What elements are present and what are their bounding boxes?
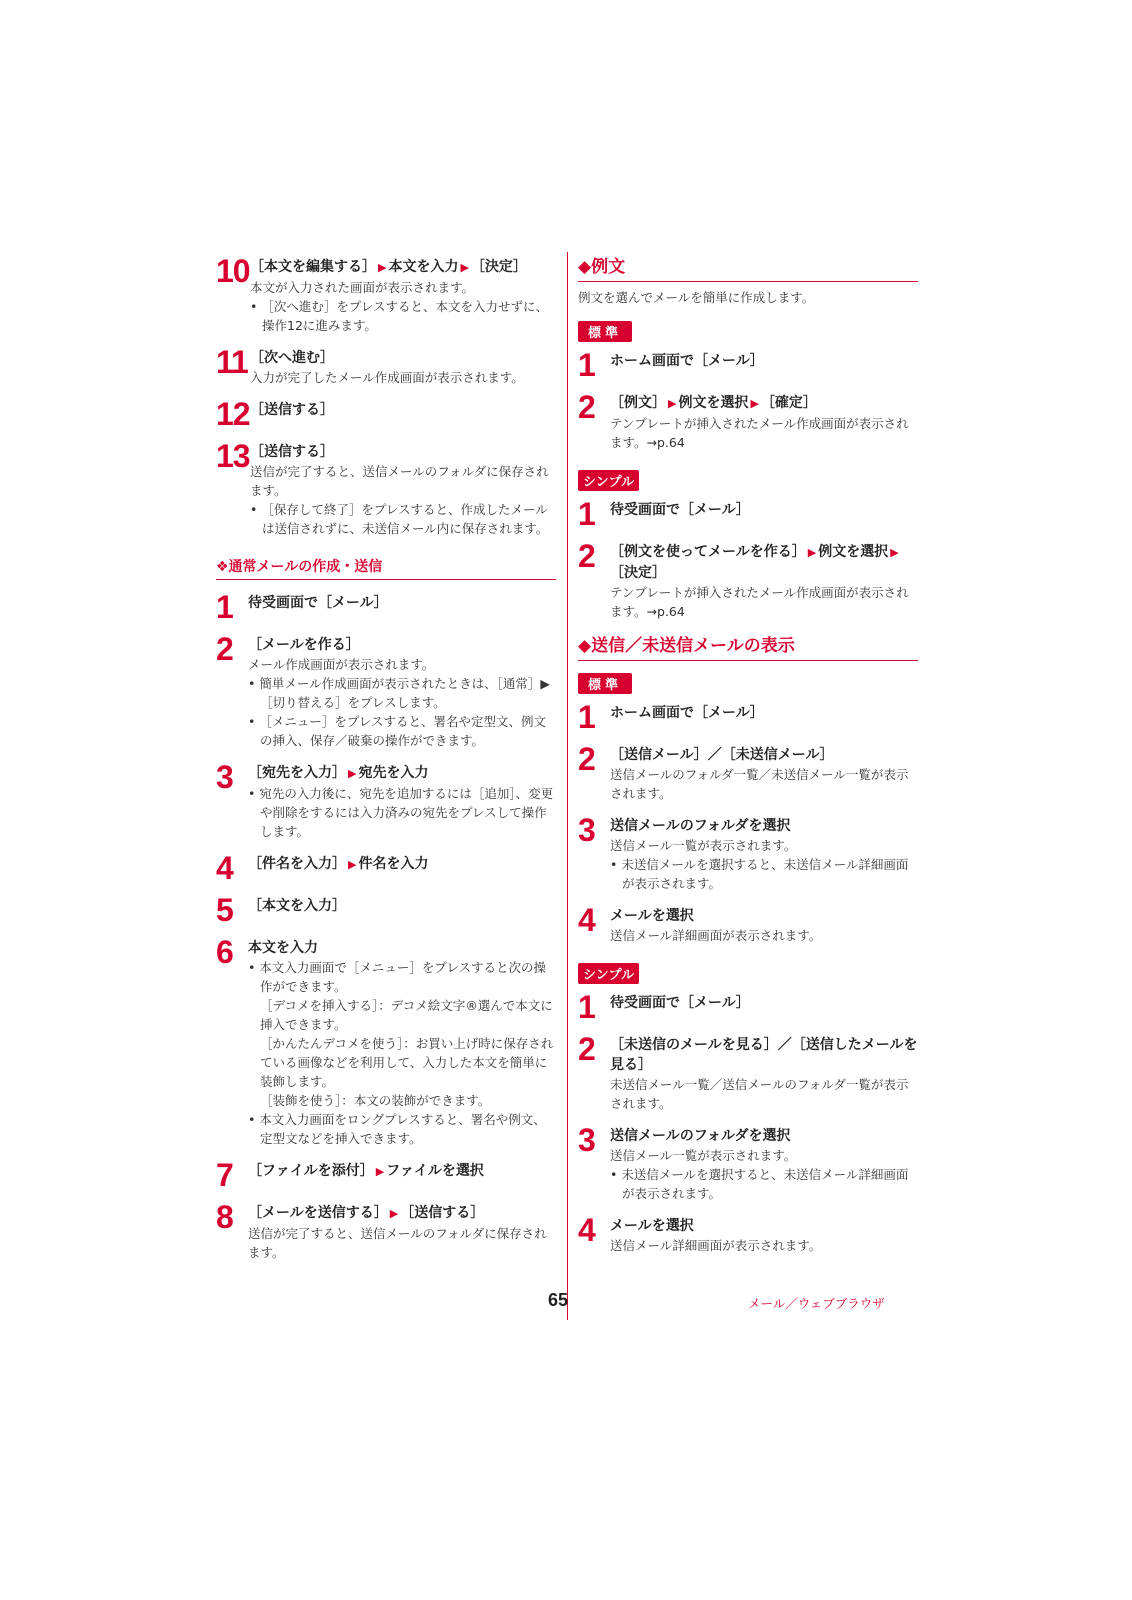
step-description: テンプレートが挿入されたメール作成画面が表示されます。→p.64: [610, 585, 909, 619]
step-title-part: ［ファイルを添付］: [248, 1163, 374, 1179]
step-number: 7: [216, 1157, 233, 1193]
step-description: 送信が完了すると、送信メールのフォルダに保存されます。: [250, 464, 549, 498]
step: [216, 396, 556, 432]
step-title-part: ［確定］: [760, 395, 817, 411]
step-number: 3: [216, 759, 233, 795]
step-number: 10: [216, 253, 250, 289]
step-number: 2: [578, 538, 595, 574]
step-body: [250, 441, 556, 538]
right-column: [578, 256, 918, 1267]
bullet-note: • 未送信メールを選択すると、未送信メール詳細画面が表示されます。: [610, 1167, 909, 1201]
bullet-note: • 簡単メール作成画面が表示されたときは、［通常］▶［切り替える］をプレスします。: [248, 676, 550, 710]
step-number: 1: [578, 496, 595, 532]
step-title-part: メールを選択: [610, 1218, 694, 1234]
step-body: [250, 347, 556, 387]
step-description: 送信メール一覧が表示されます。: [610, 838, 797, 853]
bullet-text: 本文入力画面で［メニュー］をプレスすると次の操作ができます。: [259, 960, 546, 994]
example-standard-steps: [578, 347, 918, 452]
step-body: [248, 1202, 556, 1262]
step-title: [248, 763, 556, 784]
step: [216, 589, 556, 625]
step: [216, 934, 556, 1148]
step-title-part: メールを選択: [610, 908, 694, 924]
bullet-text: ［次へ進む］をプレスすると、本文を入力せずに、操作12に進みます。: [261, 299, 548, 333]
step-title: [248, 938, 556, 958]
step-number: 12: [216, 396, 250, 432]
step-title: [248, 1203, 556, 1224]
step-title: [610, 703, 918, 723]
badge-standard: 標準: [578, 321, 632, 342]
step: [578, 1212, 918, 1255]
step-title-part: ［次へ進む］: [250, 350, 334, 366]
step-title-part: 待受画面で［メール］: [248, 595, 388, 611]
arrow-icon: ▶: [807, 546, 817, 559]
arrow-icon: ▶: [375, 1165, 385, 1178]
step-body: [248, 634, 556, 750]
step-body: [610, 1125, 918, 1203]
step-description: メール作成画面が表示されます。: [248, 657, 435, 672]
step: [578, 989, 918, 1025]
sub-note: ［デコメを挿入する］：デコメ絵文字®選んで本文に挿入できます。: [260, 998, 553, 1032]
step-title-part: ［送信する］: [400, 1205, 485, 1221]
step-body: [248, 895, 556, 916]
step: [578, 1031, 918, 1113]
step: [216, 1157, 556, 1193]
step-number: 3: [578, 812, 595, 848]
step-title: [610, 906, 918, 926]
step-title-part: 例文を選択: [678, 395, 749, 411]
step-title-part: ［決定］: [610, 565, 666, 581]
section-title-example: ◆例文: [578, 256, 918, 282]
step-description: 未送信メール一覧／送信メールのフォルダ一覧が表示されます。: [610, 1077, 909, 1111]
step: [216, 850, 556, 886]
bullet-text: 本文入力画面をロングプレスすると、署名や例文、定型文などを挿入できます。: [259, 1112, 546, 1146]
step-number: 6: [216, 934, 233, 970]
step-body: [610, 499, 918, 520]
page-number: 65: [548, 1290, 569, 1310]
step-description: 送信メール詳細画面が表示されます。: [610, 928, 822, 943]
bullet-text: ［メニュー］をプレスすると、署名や定型文、例文の挿入、保存／破棄の操作ができます。: [259, 714, 546, 748]
step-title-part: ［宛先を入力］: [248, 765, 346, 781]
step-body: [250, 399, 556, 420]
step-number: 3: [578, 1122, 595, 1158]
step-title-part: ［例文を使ってメールを作る］: [610, 544, 806, 560]
arrow-icon: ▶: [890, 546, 899, 559]
step-title-part: ファイルを選択: [386, 1163, 484, 1179]
sub-note: ［かんたんデコメを使う］：お買い上げ時に保存されている画像などを利用して、入力した本文を簡単に装飾します。: [260, 1036, 554, 1089]
step-title: [248, 635, 556, 655]
step-description: 本文が入力された画面が表示されます。: [250, 280, 475, 295]
step-number: 2: [578, 741, 595, 777]
step-title: [610, 1126, 918, 1146]
step-title-part: ［決定］: [470, 259, 527, 275]
step-description: テンプレートが挿入されたメール作成画面が表示されます。→p.64: [610, 416, 909, 450]
step-title-part: ［本文を編集する］: [250, 259, 376, 275]
bullet-note: • 本文入力画面をロングプレスすると、署名や例文、定型文などを挿入できます。: [248, 1112, 546, 1146]
step-title-part: 待受画面で［メール］: [610, 502, 750, 518]
arrow-icon: ▶: [389, 1207, 399, 1220]
step-description: 送信が完了すると、送信メールのフォルダに保存されます。: [248, 1226, 547, 1260]
step-number: 13: [216, 438, 250, 474]
step-title-part: 待受画面で［メール］: [610, 995, 750, 1011]
step: [578, 496, 918, 532]
step: [578, 347, 918, 383]
step-title: [248, 1161, 556, 1182]
step: [216, 1199, 556, 1262]
step-title: [250, 257, 556, 278]
step: [578, 812, 918, 893]
example-simple-steps: [578, 496, 918, 621]
step: [216, 253, 556, 335]
step-title: [610, 500, 918, 520]
step-title: [610, 1216, 918, 1236]
bullet-note: • ［次へ進む］をプレスすると、本文を入力せずに、操作12に進みます。: [250, 299, 548, 333]
step-number: 1: [578, 989, 595, 1025]
step: [578, 1122, 918, 1203]
step-body: [248, 853, 556, 875]
bullet-note: • ［保存して終了］をプレスすると、作成したメールは送信されずに、未送信メール内に保存されます。: [250, 502, 549, 536]
bullet-text: 簡単メール作成画面が表示されたときは、［通常］▶［切り替える］をプレスします。: [259, 676, 550, 710]
step: [216, 892, 556, 928]
bullet-text: ［保存して終了］をプレスすると、作成したメールは送信されずに、未送信メール内に保存されます。: [261, 502, 549, 536]
step-body: [610, 1034, 918, 1113]
step-title: [248, 593, 556, 613]
step-title-part: 本文を入力: [248, 940, 318, 956]
step-title-part: ［メールを作る］: [248, 637, 360, 653]
step-body: [610, 992, 918, 1013]
sub-note: ［装飾を使う］：本文の装飾ができます。: [260, 1093, 491, 1108]
step-description: 送信メール一覧が表示されます。: [610, 1148, 797, 1163]
step: [216, 759, 556, 841]
sent-simple-steps: [578, 989, 918, 1255]
steps-continued: [216, 253, 556, 538]
step-number: 2: [578, 1031, 595, 1067]
step-title: [610, 816, 918, 836]
step-number: 1: [578, 699, 595, 735]
step-title: [610, 745, 918, 765]
step-title-part: ［件名を入力］: [248, 856, 346, 872]
step-number: 2: [216, 631, 233, 667]
step-title-part: ［送信する］: [250, 402, 334, 418]
bullet-note: • ［メニュー］をプレスすると、署名や定型文、例文の挿入、保存／破棄の操作ができます。: [248, 714, 546, 748]
step: [578, 741, 918, 803]
section-intro: 例文を選んでメールを簡単に作成します。: [578, 290, 815, 305]
step-title-part: 送信メールのフォルダを選択: [610, 818, 791, 834]
step: [578, 699, 918, 735]
step-number: 5: [216, 892, 233, 928]
step: [216, 631, 556, 750]
step-number: 1: [578, 347, 595, 383]
step-body: [610, 815, 918, 893]
sent-standard-steps: [578, 699, 918, 945]
step-body: [610, 905, 918, 945]
step-body: [610, 350, 918, 371]
bullet-text: 未送信メールを選択すると、未送信メール詳細画面が表示されます。: [621, 1167, 909, 1201]
step-title-part: 宛先を入力: [358, 765, 429, 781]
step-title-part: 送信メールのフォルダを選択: [610, 1128, 791, 1144]
step-title: [610, 993, 918, 1013]
step-title-part: ［例文］: [610, 395, 666, 411]
step-body: [250, 256, 556, 335]
step-title-part: ［未送信のメールを見る］／［送信したメールを見る］: [610, 1037, 918, 1073]
arrow-icon: ▶: [348, 858, 357, 871]
step-title-part: ［送信する］: [250, 444, 334, 460]
step-title-part: 本文を入力: [388, 259, 459, 275]
arrow-icon: ▶: [348, 767, 357, 780]
bullet-note: • 本文入力画面で［メニュー］をプレスすると次の操作ができます。: [248, 960, 546, 994]
step-description: 入力が完了したメール作成画面が表示されます。: [250, 370, 524, 385]
step-number: 11: [216, 344, 248, 380]
step-number: 2: [578, 389, 595, 425]
step-title: [250, 442, 556, 462]
step-number: 8: [216, 1199, 233, 1235]
step-title: [610, 351, 918, 371]
step-body: [610, 541, 918, 621]
step-body: [610, 392, 918, 452]
step-number: 4: [578, 902, 595, 938]
step-body: [610, 702, 918, 723]
section-title-sent-unsent: ◆送信／未送信メールの表示: [578, 635, 918, 661]
step: [578, 538, 918, 621]
step-title-part: ホーム画面で［メール］: [610, 353, 764, 369]
step-number: 1: [216, 589, 233, 625]
step-description: 送信メールのフォルダ一覧／未送信メール一覧が表示されます。: [610, 767, 909, 801]
step-title: [610, 542, 918, 583]
arrow-icon: ▶: [750, 397, 759, 410]
step: [216, 344, 556, 387]
step-title-part: ［送信メール］／［未送信メール］: [610, 747, 834, 763]
badge-simple: シンプル: [578, 470, 639, 491]
step-title: [250, 400, 556, 420]
badge-standard: 標準: [578, 673, 632, 694]
step-body: [248, 592, 556, 613]
step-title-part: ホーム画面で［メール］: [610, 705, 764, 721]
badge-simple: シンプル: [578, 963, 639, 984]
step-body: [610, 1215, 918, 1255]
bullet-note: • 未送信メールを選択すると、未送信メール詳細画面が表示されます。: [610, 857, 909, 891]
arrow-icon: ▶: [460, 261, 469, 274]
step-title-part: 例文を選択: [818, 544, 889, 560]
arrow-icon: ▶: [668, 397, 677, 410]
bullet-text: 宛先の入力後に、宛先を追加するには［追加］、変更や削除をするには入力済みの宛先をプレスして操作します。: [259, 786, 554, 839]
step-description: 送信メール詳細画面が表示されます。: [610, 1238, 822, 1253]
footer-section-label: メール／ウェブブラウザ: [748, 1296, 885, 1311]
step-title-part: ［メールを送信する］: [248, 1205, 388, 1221]
subsection-title: ❖通常メールの作成・送信: [216, 556, 556, 580]
step-title-part: 件名を入力: [358, 856, 429, 872]
step: [578, 902, 918, 945]
step: [216, 438, 556, 538]
left-column: [216, 253, 556, 1274]
column-divider: [567, 252, 568, 1320]
step-title: [248, 854, 556, 875]
step-title: [248, 896, 556, 916]
step-title-part: ［本文を入力］: [248, 898, 346, 914]
step-title: [250, 348, 556, 368]
bullet-text: 未送信メールを選択すると、未送信メール詳細画面が表示されます。: [621, 857, 909, 891]
step-body: [248, 1160, 556, 1182]
step: [578, 389, 918, 452]
step-title: [610, 393, 918, 414]
step-body: [248, 937, 556, 1148]
normal-mail-steps: [216, 589, 556, 1262]
step-title: [610, 1035, 918, 1075]
step-number: 4: [216, 850, 233, 886]
step-number: 4: [578, 1212, 595, 1248]
step-body: [610, 744, 918, 803]
bullet-note: • 宛先の入力後に、宛先を追加するには［追加］、変更や削除をするには入力済みの宛先をプレスして操作します。: [248, 786, 554, 839]
arrow-icon: ▶: [378, 261, 387, 274]
step-body: [248, 762, 556, 841]
